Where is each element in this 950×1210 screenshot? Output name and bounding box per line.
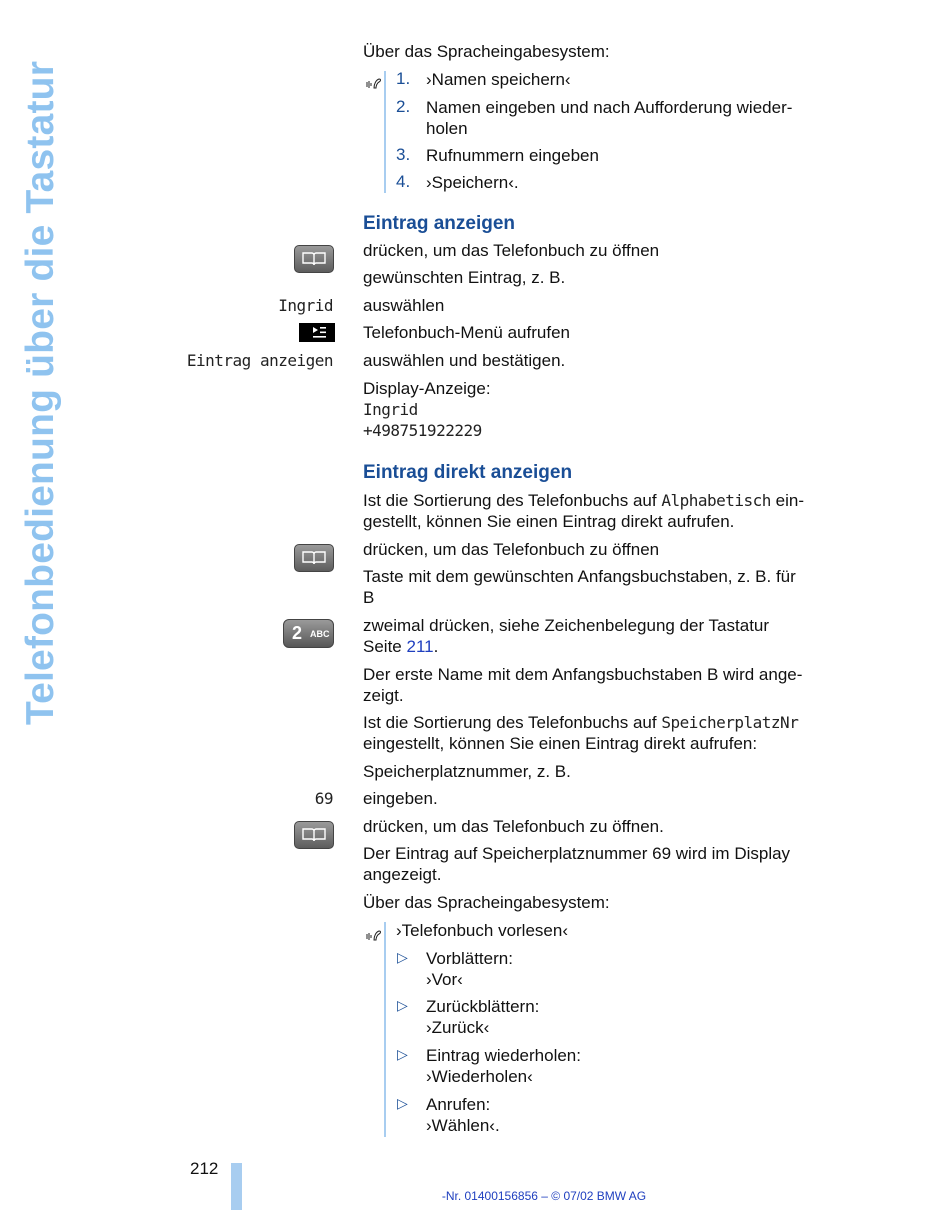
instruction: Speicherplatznummer, z. B.: [363, 762, 571, 781]
heading-eintrag-direkt-anzeigen: Eintrag direkt anzeigen: [363, 462, 573, 483]
voice-item-cmd: ›Wiederholen‹: [426, 1067, 533, 1086]
bullet-triangle-icon: ▷: [397, 1046, 408, 1062]
step-text: ›Namen speichern‹: [426, 70, 571, 89]
step-text: ›Speichern‹.: [426, 173, 519, 192]
display-name: Ingrid: [363, 400, 418, 419]
step-text: Namen eingeben und nach Aufforderung wieder-: [426, 98, 793, 117]
voice-bar-2: [384, 922, 386, 1137]
display-label: Display-Anzeige:: [363, 379, 491, 398]
instruction: gewünschten Eintrag, z. B.: [363, 268, 566, 287]
side-title: Telefonbedienung über die Tastatur: [19, 60, 62, 725]
phonebook-key: [294, 544, 334, 572]
instruction: auswählen und bestätigen.: [363, 351, 566, 370]
voice-item-cmd: ›Vor‹: [426, 970, 463, 989]
paragraph: Der erste Name mit dem Anfangsbuchstaben B wird ange-: [363, 665, 803, 684]
voice-intro-1: Über das Spracheingabesystem:: [363, 42, 610, 61]
bullet-triangle-icon: ▷: [397, 1095, 408, 1111]
lcd-text-ingrid: Ingrid: [278, 296, 333, 315]
voice-item-cmd: ›Zurück‹: [426, 1018, 490, 1037]
book-icon: [295, 822, 333, 848]
display-number: +498751922229: [363, 421, 482, 440]
instruction: zweimal drücken, siehe Zeichenbelegung der Tastatur: [363, 616, 770, 635]
page-number: 212: [190, 1159, 219, 1178]
menu-icon: [299, 323, 335, 342]
voice-item-label: Anrufen:: [426, 1095, 491, 1114]
paragraph: Ist die Sortierung des Telefonbuchs auf Alphabetisch ein-: [363, 491, 804, 510]
paragraph-cont: gestellt, können Sie einen Eintrag direkt aufrufen.: [363, 512, 735, 531]
step-number: 3.: [396, 145, 411, 164]
instruction-cont: Seite 211.: [363, 637, 439, 656]
phonebook-key: [294, 245, 334, 273]
menu-key: [299, 323, 335, 342]
step-number: 2.: [396, 97, 411, 116]
voice-item-cmd: ›Wählen‹.: [426, 1116, 500, 1135]
key-letters: ABC: [310, 629, 330, 639]
instruction: Telefonbuch-Menü aufrufen: [363, 323, 570, 342]
voice-command: ›Telefonbuch vorlesen‹: [396, 921, 568, 940]
heading-eintrag-anzeigen: Eintrag anzeigen: [363, 213, 516, 234]
voice-item-label: Vorblättern:: [426, 949, 513, 968]
voice-bar-1: [384, 71, 386, 193]
instruction-cont: B: [363, 588, 375, 607]
instruction: auswählen: [363, 296, 445, 315]
instruction: drücken, um das Telefonbuch zu öffnen.: [363, 817, 664, 836]
bullet-triangle-icon: ▷: [397, 997, 408, 1013]
step-number: 4.: [396, 172, 411, 191]
lcd-text-69: 69: [314, 789, 333, 808]
voice-item-label: Zurückblättern:: [426, 997, 540, 1016]
paragraph-cont: zeigt.: [363, 686, 404, 705]
paragraph-cont: angezeigt.: [363, 865, 442, 884]
book-icon: [295, 545, 333, 571]
voice-item-label: Eintrag wiederholen:: [426, 1046, 581, 1065]
paragraph-cont: eingestellt, können Sie einen Eintrag direkt aufrufen:: [363, 734, 758, 753]
step-text: Rufnummern eingeben: [426, 146, 599, 165]
instruction: drücken, um das Telefonbuch zu öffnen: [363, 241, 660, 260]
footer-copyright: -Nr. 01400156856 – © 07/02 BMW AG: [441, 1189, 647, 1203]
instruction: eingeben.: [363, 789, 438, 808]
paragraph: Ist die Sortierung des Telefonbuchs auf SpeicherplatzNr: [363, 713, 799, 732]
key-2-abc: [283, 619, 334, 648]
key-digit: 2: [292, 623, 303, 643]
voice-command-icon: [364, 74, 384, 94]
book-icon: [295, 246, 333, 272]
step-number: 1.: [396, 69, 411, 88]
paragraph: Der Eintrag auf Speicherplatznummer 69 wird im Display: [363, 844, 791, 863]
voice-command-icon: [364, 926, 384, 946]
instruction: Taste mit dem gewünschten Anfangsbuchstaben, z. B. für: [363, 567, 796, 586]
page-link-211[interactable]: 211: [406, 637, 434, 656]
instruction: drücken, um das Telefonbuch zu öffnen: [363, 540, 660, 559]
bullet-triangle-icon: ▷: [397, 949, 408, 965]
lcd-text-eintrag-anzeigen: Eintrag anzeigen: [186, 351, 333, 370]
voice-intro-2: Über das Spracheingabesystem:: [363, 893, 610, 912]
step-text-cont: holen: [426, 119, 468, 138]
phonebook-key: [294, 821, 334, 849]
